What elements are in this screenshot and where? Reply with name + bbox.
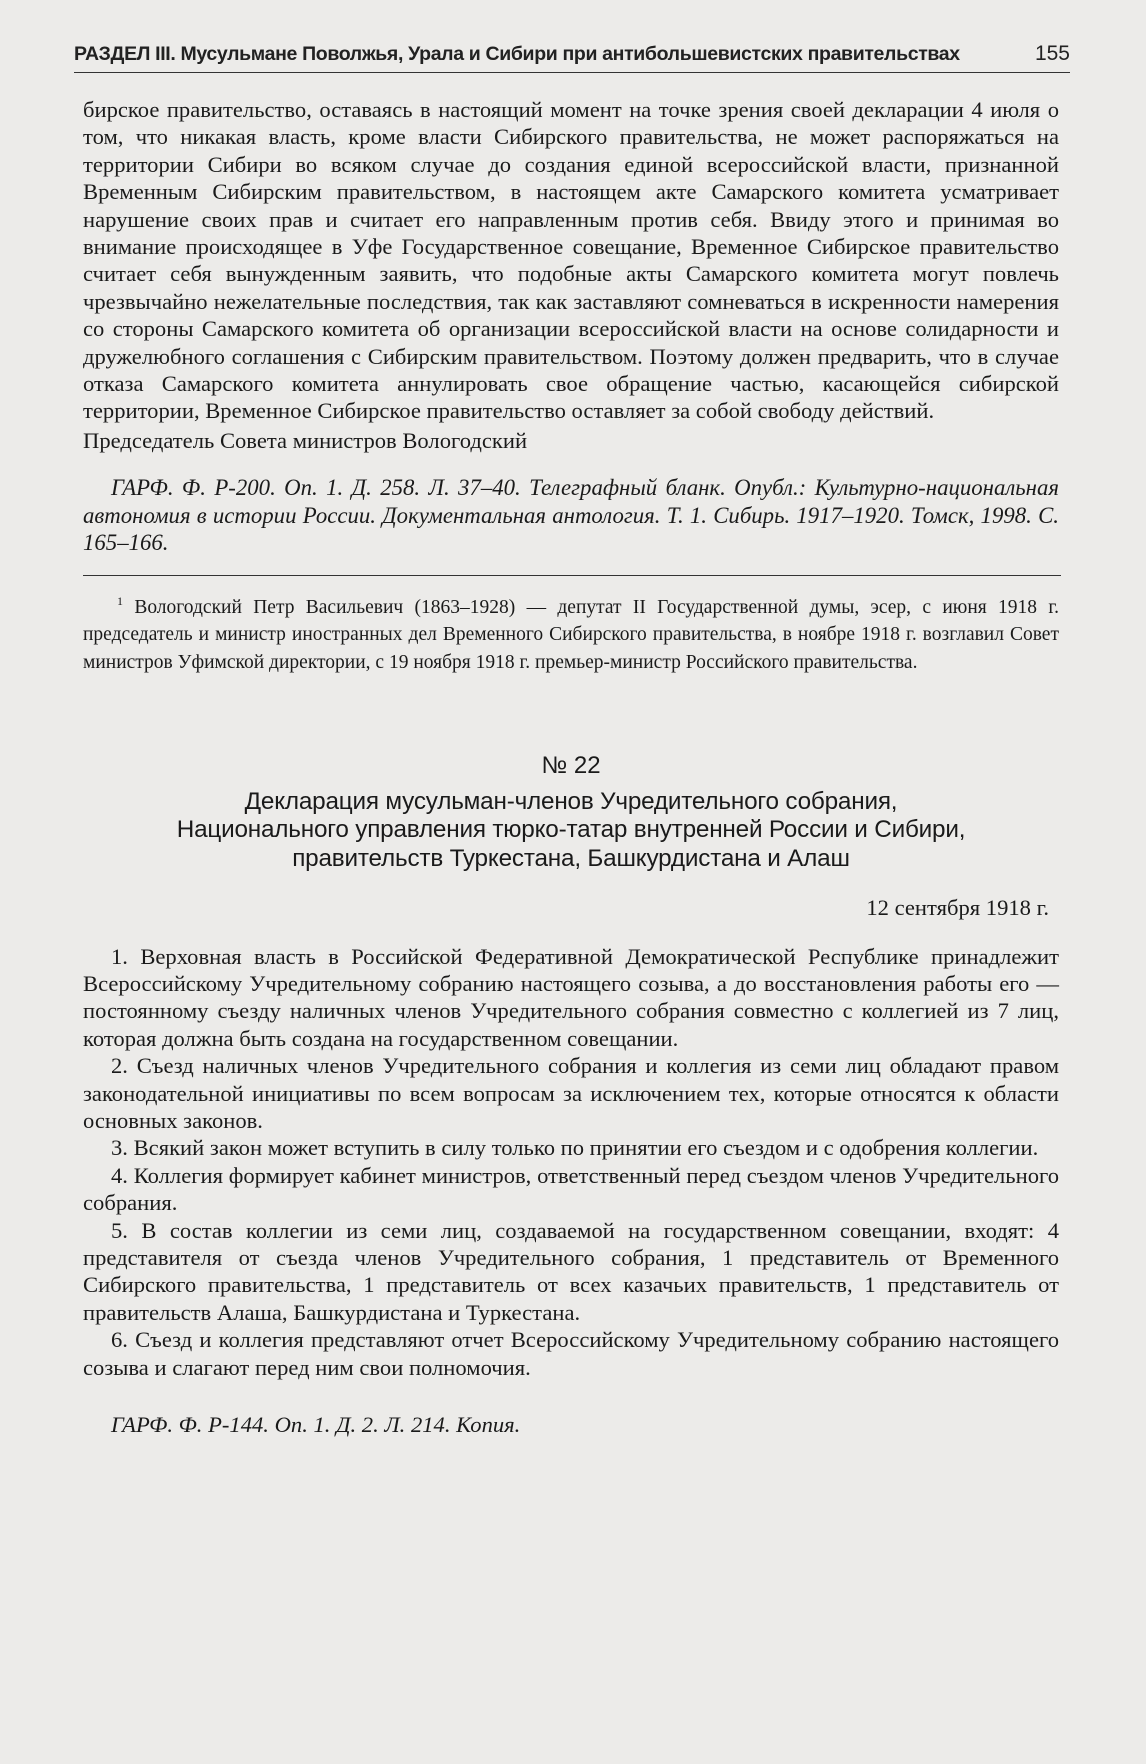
footnote-text: Вологодский Петр Васильевич (1863–1928) — депутат II Государственной думы, эсер, с июня 1918 г. председатель и министр иностранных дел Временного Сибирского правительства, в ноябре 1918 г. возглавил Совет министров Уфимской директории, с 19 ноября 1918 г. премьер-министр Российского правительства. [83, 596, 1059, 673]
running-title: РАЗДЕЛ III. Мусульмане Поволжья, Урала и Сибири при антибольшевистских правительствах [74, 43, 960, 65]
declaration-item: 1. Верховная власть в Российской Федеративной Демократической Республике принадлежит Всероссийскому Учредительному собранию настоящего созыва, а до восстановления работы его — постоянному съезду наличных членов Учредительного собрания совместно с коллегией из 7 лиц, которая должна быть создана на государственном совещании. [83, 943, 1059, 1051]
declaration-item: 3. Всякий закон может вступить в силу только по принятии его съездом и с одобрения коллегии. [111, 1135, 1039, 1161]
declaration-items [83, 943, 1059, 1382]
archival-source: ГАРФ. Ф. Р-200. Оп. 1. Д. 258. Л. 37–40. Телеграфный бланк. Опубл.: Культурно-национальная автономия в истории России. Документальная антология. Т. 1. Сибирь. 1917–1920. Томск, 1998. С. 165–166. [83, 475, 1059, 556]
document-title-line: Декларация мусульман-членов Учредительного собрания, [244, 787, 898, 815]
document-title [83, 788, 1059, 874]
declaration-item: 4. Коллегия формирует кабинет министров, ответственный перед съездом членов Учредительного собрания. [83, 1162, 1059, 1216]
signature: Председатель Совета министров Вологодский [83, 427, 528, 453]
continued-paragraph: бирское правительство, оставаясь в настоящий момент на точке зрения своей декларации 4 июля о том, что никакая власть, кроме власти Сибирского правительства, не может распоряжаться на территории Сибири во всяком случае до создания единой всероссийской власти, признанной Временным Сибирским правительством, в настоящем акте Самарского комитета усматривает нарушение своих прав и считает его направленным против себя. Ввиду этого и принимая во внимание происходящее в Уфе Государственное совещание, Временное Сибирское правительство считает себя вынужденным заявить, что подобные акты Самарского комитета могут повлечь чрезвычайно нежелательные последствия, так как заставляют сомневаться в искренности намерения со стороны Самарского комитета об организации всероссийской власти на основе солидарности и дружелюбного соглашения с Сибирским правительством. Поэтому должен предварить, что в случае отказа Самарского комитета аннулировать свое обращение частью, касающейся сибирской территории, Временное Сибирское правительство оставляет за собой свободу действий. [83, 97, 1059, 424]
document-source: ГАРФ. Ф. Р-144. Оп. 1. Д. 2. Л. 214. Копия. [111, 1412, 521, 1438]
header-rule [74, 72, 1070, 73]
footnote-rule [83, 575, 1061, 576]
declaration-item: 6. Съезд и коллегия представляют отчет Всероссийскому Учредительному собранию настоящего созыва и слагают перед ним свои полномочия. [83, 1327, 1059, 1380]
document-title-line: Национального управления тюрко-татар внутренней России и Сибири, [176, 816, 966, 844]
document-date: 12 сентября 1918 г. [866, 895, 1049, 921]
footnote [83, 588, 1059, 677]
running-header [74, 42, 1070, 66]
page-number: 155 [1034, 42, 1070, 65]
declaration-item: 2. Съезд наличных членов Учредительного собрания и коллегия из семи лиц обладают правом законодательной инициативы по всем вопросам за исключением тех, которые относятся к области основных законов. [83, 1053, 1059, 1134]
document-title-line: правительств Туркестана, Башкурдистана и Алаш [292, 844, 850, 872]
page-body [83, 96, 1059, 1439]
footnote-marker: 1 [117, 593, 123, 608]
document-number: № 22 [541, 752, 601, 780]
declaration-item: 5. В состав коллегии из семи лиц, создаваемой на государственном совещании, входят: 4 представителя от съезда членов Учредительного собрания, 1 представитель от Временного Сибирского правительства, 1 представитель от всех казачьих правительств, 1 представитель от правительств Алаша, Башкурдистана и Туркестана. [83, 1217, 1059, 1325]
